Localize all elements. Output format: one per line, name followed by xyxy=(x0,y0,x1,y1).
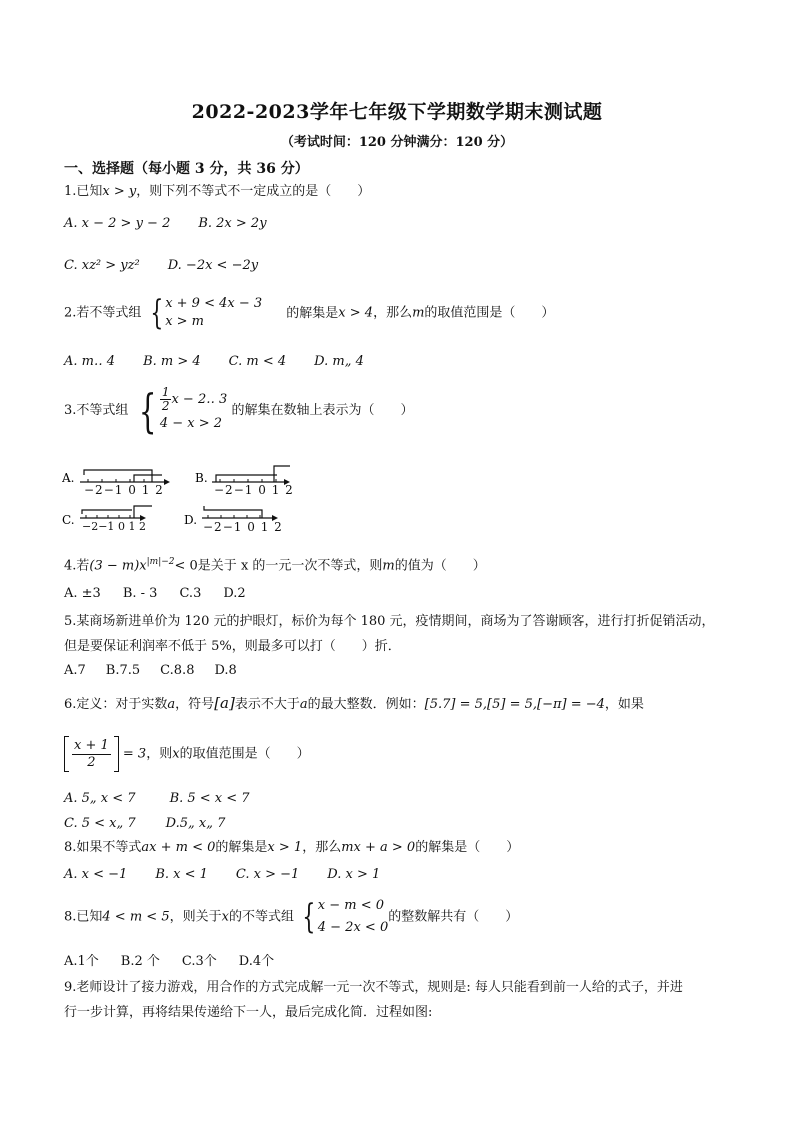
q9-line-2: 行一步计算，再将结果传递给下一人，最后完成化简．过程如图: xyxy=(64,1005,433,1020)
q7-solution: x > 1 xyxy=(267,840,303,855)
q8-system xyxy=(298,895,388,939)
q6-condition xyxy=(64,736,310,772)
tick-label: 1 xyxy=(128,520,136,533)
question-6 xyxy=(64,694,644,714)
q6-text-5: ，如果 xyxy=(604,697,644,712)
q3-fraction xyxy=(160,386,172,413)
q1-options-row2 xyxy=(64,257,286,275)
q4-exponent: |m|−2 xyxy=(146,557,175,567)
q5-option-b: B.7.5 xyxy=(105,663,141,678)
q3-option-a-label: A. xyxy=(62,471,75,485)
q7-post: 的解集是（ ） xyxy=(415,840,520,855)
q2-option-d: D. m„ 4 xyxy=(314,354,364,369)
q6-option-d: D.5„ x„ 7 xyxy=(165,816,226,831)
q8-ineq-2: 4 − 2x < 0 xyxy=(317,920,389,935)
q7-inequality: ax + m < 0 xyxy=(141,840,216,855)
q5-options xyxy=(64,662,265,680)
tick-label: −1 xyxy=(233,483,254,497)
q7-option-a: A. x < −1 xyxy=(64,867,128,882)
q3-number-line-d xyxy=(202,506,278,521)
q6-var-x: x xyxy=(172,746,180,762)
q6-text-2: ，符号 xyxy=(175,697,215,712)
q5-line-1: 5.某商场新进单价为 120 元的护眼灯，标价为每个 180 元，疫情期间，商场为了答谢顾客，进行打折促销活动， xyxy=(64,614,715,629)
q3-ticks-c xyxy=(82,520,146,533)
brace: { xyxy=(302,897,316,937)
q4-option-a: A. ±3 xyxy=(64,586,101,601)
page-title: 2022-2023学年七年级下学期数学期末测试题 xyxy=(191,101,603,123)
q6-option-a: A. 5„ x < 7 xyxy=(64,791,136,806)
q4-option-d: D.2 xyxy=(223,586,246,601)
q4-options xyxy=(64,585,274,603)
q8-post: 的整数解共有（ ） xyxy=(388,909,519,925)
tick-label: 1 xyxy=(141,483,151,497)
q3-option-b-label: B. xyxy=(195,471,208,485)
q2-solution: x > 4 xyxy=(338,305,374,321)
q3-ticks-d xyxy=(203,520,283,534)
q5-option-d: D.8 xyxy=(214,663,237,678)
question-1 xyxy=(64,183,370,201)
q2-option-c: C. m < 4 xyxy=(228,354,287,369)
q6-text-1: 6.定义：对于实数 xyxy=(64,697,168,712)
q1-prefix: 1.已知 xyxy=(64,184,103,199)
q5-option-a: A.7 xyxy=(64,663,86,678)
tick-label: 2 xyxy=(274,520,283,534)
q7-prefix: 8.如果不等式 xyxy=(64,840,142,855)
q2-mid: 的解集是 xyxy=(286,305,339,321)
tick-label: −2 xyxy=(84,483,104,497)
q6-text-3: 表示不大于 xyxy=(234,697,300,712)
q6-symbol: [a] xyxy=(214,694,235,712)
tick-label: 2 xyxy=(138,520,146,533)
q7-mid: 的解集是 xyxy=(215,840,268,855)
tick-label: −1 xyxy=(98,520,115,533)
brace: { xyxy=(138,383,156,438)
q2-prefix: 2.若不等式组 xyxy=(64,305,142,321)
q4-option-b: B. - 3 xyxy=(122,586,158,601)
q6-text-7: 的取值范围是（ ） xyxy=(179,746,310,762)
q6-var-a-2: a xyxy=(299,697,308,712)
q3-ineq-1-rest: x − 2‥ 3 xyxy=(171,392,228,407)
q7-inequality-2: mx + a > 0 xyxy=(341,840,416,855)
q4-prefix: 4.若 xyxy=(64,558,90,574)
q8-option-a: A.1个 xyxy=(64,954,99,969)
q3-option-c-label: C. xyxy=(62,513,75,527)
q8-option-d: D.4个 xyxy=(238,954,275,969)
tick-label: 0 xyxy=(117,520,125,533)
q4-post1: < 0是关于 x 的一元一次不等式，则 xyxy=(174,558,383,574)
q8-options xyxy=(64,953,302,971)
tick-label: −2 xyxy=(203,520,223,534)
tick-label: −1 xyxy=(222,520,243,534)
q3-prefix: 3.不等式组 xyxy=(64,403,129,418)
q3-ineq-2: 4 − x > 2 xyxy=(159,416,223,431)
q2-system xyxy=(146,295,263,331)
q5-line-2: 但是要保证利润率不低于 5%，则最多可以打（ ）折． xyxy=(64,639,401,654)
q5-option-c: C.8.8 xyxy=(160,663,195,678)
q6-equals: = 3 xyxy=(122,746,147,762)
floor-bracket xyxy=(64,736,119,772)
q2-post2: 的取值范围是（ ） xyxy=(424,305,555,321)
q8-var: x xyxy=(221,909,229,925)
q1-text: ，则下列不等式不一定成立的是（ ） xyxy=(136,184,371,199)
question-7 xyxy=(64,839,519,857)
tick-label: 2 xyxy=(285,483,294,497)
fraction-denominator: 2 xyxy=(87,754,96,770)
q8-option-b: B.2 个 xyxy=(120,954,160,969)
q2-option-a: A. m‥ 4 xyxy=(64,354,116,369)
q7-option-b: B. x < 1 xyxy=(155,867,208,882)
question-4 xyxy=(64,553,486,575)
q4-option-c: C.3 xyxy=(179,586,202,601)
q9-line-1: 9.老师设计了接力游戏，用合作的方式完成解一元一次不等式，规则是: 每人只能看到前一人给的式子，并进 xyxy=(64,980,683,995)
tick-label: 2 xyxy=(155,483,164,497)
q8-option-c: C.3个 xyxy=(181,954,217,969)
q1-condition: x > y xyxy=(102,184,137,199)
q3-ticks-b xyxy=(214,483,294,497)
q8-mid: ，则关于 xyxy=(169,909,222,925)
question-2 xyxy=(64,295,554,331)
exam-info: （考试时间：120 分钟满分：120 分） xyxy=(280,135,514,150)
q1-option-a: A. x − 2 > y − 2 xyxy=(64,216,171,231)
q2-var: m xyxy=(412,305,425,321)
brace: { xyxy=(149,293,163,333)
q7-option-c: C. x > −1 xyxy=(235,867,300,882)
q4-post2: 的值为（ ） xyxy=(394,558,486,574)
q6-option-c: C. 5 < x„ 7 xyxy=(64,816,136,831)
q1-option-d: D. −2x < −2y xyxy=(167,258,259,273)
question-8 xyxy=(64,895,518,939)
fraction-numerator: 1 xyxy=(161,385,170,399)
q3-number-line-c xyxy=(80,506,152,521)
q6-var-a: a xyxy=(167,697,176,712)
q4-expression: (3 − m)x xyxy=(89,558,147,574)
q3-text: 的解集在数轴上表示为（ ） xyxy=(231,403,414,418)
q2-ineq-2: x > m xyxy=(165,314,205,329)
q4-var: m xyxy=(382,558,395,574)
q6-option-b: B. 5 < x < 7 xyxy=(169,791,250,806)
tick-label: 1 xyxy=(260,520,270,534)
q2-ineq-1: x + 9 < 4x − 3 xyxy=(165,296,263,311)
q7-mid2: ，那么 xyxy=(302,840,342,855)
q2-options xyxy=(64,353,392,371)
tick-label: 0 xyxy=(128,483,137,497)
q6-options-row2 xyxy=(64,815,253,833)
q8-mid2: 的不等式组 xyxy=(228,909,294,925)
q8-condition: 4 < m < 5 xyxy=(102,909,170,925)
tick-label: 0 xyxy=(247,520,256,534)
q6-text-6: ，则 xyxy=(146,746,173,762)
q1-options-row1 xyxy=(64,215,295,233)
q2-post1: ，那么 xyxy=(373,305,413,321)
tick-label: −2 xyxy=(214,483,234,497)
tick-label: 0 xyxy=(258,483,267,497)
q6-text-4: 的最大整数．例如： xyxy=(307,697,425,712)
section-heading: 一、选择题（每小题 3 分，共 36 分） xyxy=(64,161,309,177)
q1-option-b: B. 2x > 2y xyxy=(198,216,267,231)
q7-options xyxy=(64,866,408,884)
q3-system xyxy=(133,383,228,438)
fraction-denominator: 2 xyxy=(161,399,170,413)
q8-prefix: 8.已知 xyxy=(64,909,103,925)
q3-ticks-a xyxy=(84,483,164,497)
q8-ineq-1: x − m < 0 xyxy=(317,898,384,913)
q3-ineq-1 xyxy=(160,386,227,413)
q3-option-d-label: D. xyxy=(184,513,198,527)
tick-label: 1 xyxy=(271,483,281,497)
fraction-numerator: x + 1 xyxy=(74,737,109,753)
tick-label: −2 xyxy=(82,520,99,533)
q6-options-row1 xyxy=(64,790,278,808)
tick-label: −1 xyxy=(103,483,124,497)
q2-option-b: B. m > 4 xyxy=(143,354,201,369)
question-3 xyxy=(64,383,414,438)
q1-option-c: C. xz² > yz² xyxy=(64,258,140,273)
q7-option-d: D. x > 1 xyxy=(327,867,381,882)
q6-example: [5.7] = 5,[5] = 5,[−π] = −4 xyxy=(424,697,605,712)
